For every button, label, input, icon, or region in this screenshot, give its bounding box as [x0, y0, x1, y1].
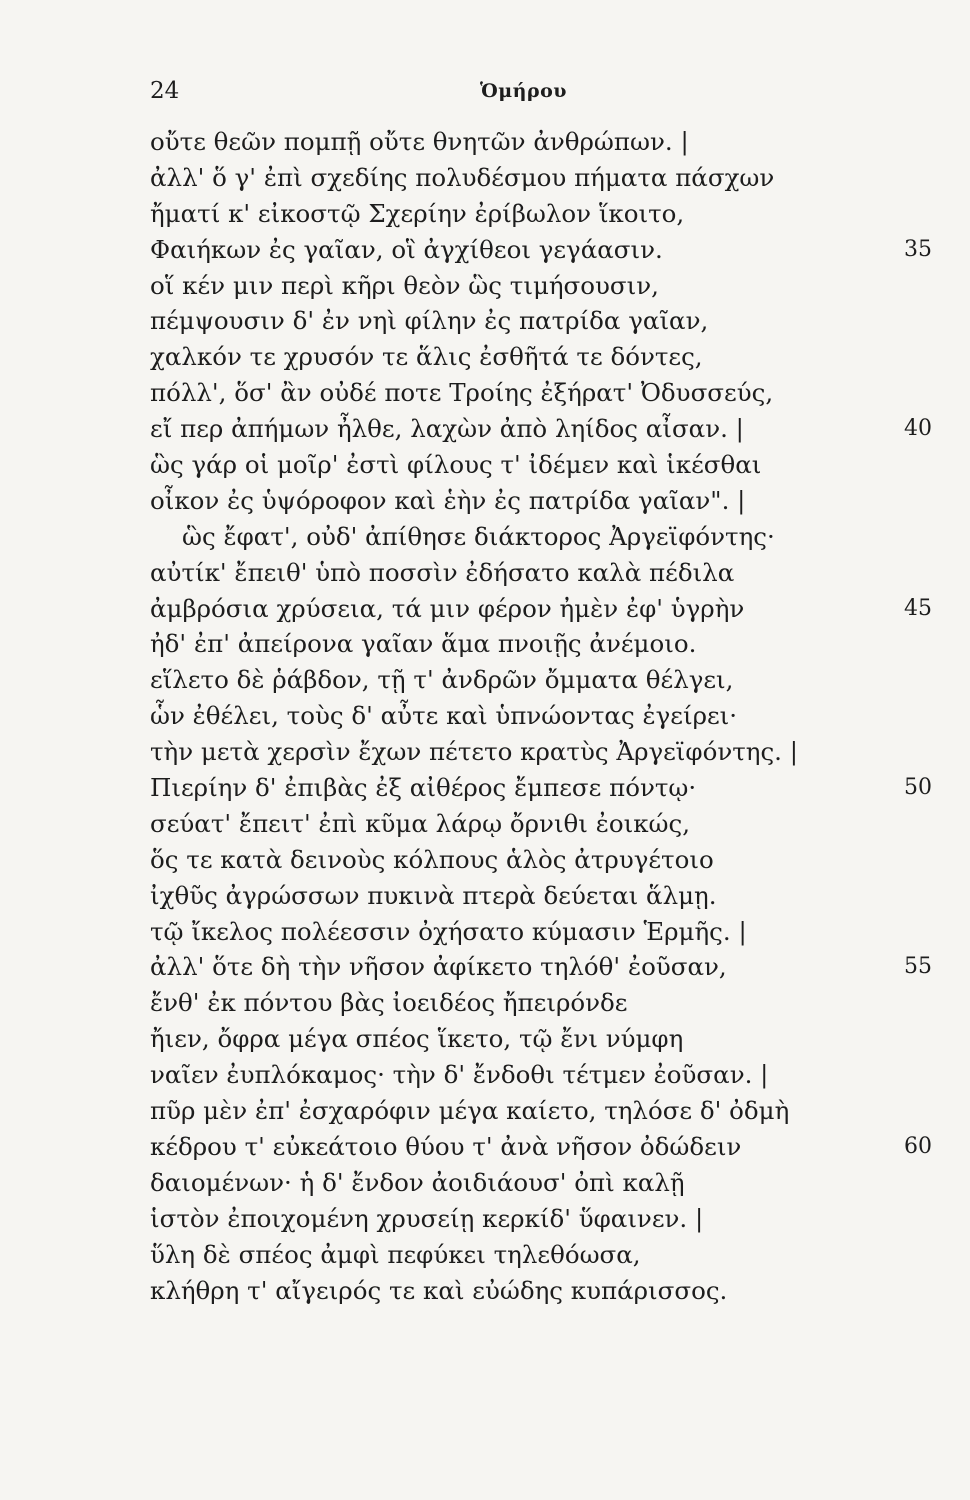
- line-number: 55: [904, 954, 932, 980]
- verse-line: [150, 842, 940, 878]
- verse-line-text: ἰχθῦς ἀγρώσσων πυκινὰ πτερὰ δεύεται ἅλμῃ.: [150, 880, 717, 910]
- verse-line-text: αὐτίκ' ἔπειθ' ὑπὸ ποσσὶν ἐδήσατο καλὰ πέδιλα: [150, 557, 735, 587]
- verse-line: [150, 1165, 940, 1201]
- verse-line: [150, 375, 940, 411]
- verse-line: [150, 914, 940, 950]
- verse-line: [150, 232, 940, 268]
- verse-line-text: εἵλετο δὲ ῥάβδον, τῇ τ' ἀνδρῶν ὄμματα θέλγει,: [150, 665, 734, 695]
- line-number: 60: [904, 1133, 932, 1159]
- verse-line-text: ναῖεν ἐυπλόκαμος· τὴν δ' ἔνδοθι τέτμεν ἐοῦσαν. |: [150, 1060, 769, 1090]
- verse-line: [150, 1201, 940, 1237]
- verse-line-text: οἶκον ἐς ὑψόροφον καὶ ἑὴν ἐς πατρίδα γαῖαν". |: [150, 485, 746, 515]
- verse-line: [150, 339, 940, 375]
- verse-line-text: ἀμβρόσια χρύσεια, τά μιν φέρον ἠμὲν ἐφ' ὑγρὴν: [150, 593, 745, 623]
- verse-line-text: ἀλλ' ὅ γ' ἐπὶ σχεδίης πολυδέσμου πήματα πάσχων: [150, 162, 775, 192]
- verse-line: [150, 626, 940, 662]
- verse-line-text: ὅς τε κατὰ δεινοὺς κόλπους ἁλὸς ἀτρυγέτοιο: [150, 844, 714, 874]
- verse-line-text: εἴ περ ἀπήμων ἦλθε, λαχὼν ἀπὸ ληίδος αἶσαν. |: [150, 414, 744, 444]
- verse-line: [150, 1093, 940, 1129]
- verse-line-text: ἱστὸν ἐποιχομένη χρυσείῃ κερκίδ' ὕφαινεν. |: [150, 1203, 704, 1233]
- verse-line-text: ὧν ἐθέλει, τοὺς δ' αὖτε καὶ ὑπνώοντας ἐγείρει·: [150, 701, 738, 731]
- verse-line-text: δαιομένων· ἡ δ' ἔνδον ἀοιδιάουσ' ὀπὶ καλῇ: [150, 1167, 685, 1197]
- verse-line-text: ἤματί κ' εἰκοστῷ Σχερίην ἐρίβωλον ἵκοιτο,: [150, 198, 685, 228]
- page-header: [150, 78, 910, 118]
- verse-line-text: τῷ ἴκελος πολέεσσιν ὀχήσατο κύμασιν Ἑρμῆς. |: [150, 916, 747, 946]
- verse-line: [150, 411, 940, 447]
- verse-line-text: ἤιεν, ὄφρα μέγα σπέος ἵκετο, τῷ ἔνι νύμφη: [150, 1024, 684, 1054]
- verse-line: [150, 447, 940, 483]
- verse-line-text: πῦρ μὲν ἐπ' ἐσχαρόφιν μέγα καίετο, τηλόσε δ' ὀδμὴ: [150, 1096, 790, 1126]
- running-head: Ὁμήρου: [480, 80, 567, 102]
- verse-line-text: πέμψουσιν δ' ἐν νηὶ φίλην ἐς πατρίδα γαῖαν,: [150, 306, 709, 336]
- verse-line-text: οἵ κέν μιν περὶ κῆρι θεὸν ὣς τιμήσουσιν,: [150, 270, 659, 300]
- verse-line: [150, 591, 940, 627]
- verse-line-text: ἠδ' ἐπ' ἀπείρονα γαῖαν ἅμα πνοιῇς ἀνέμοιο.: [150, 629, 697, 659]
- verse-line: [150, 124, 940, 160]
- verse-line: [150, 555, 940, 591]
- verse-line-text: ἀλλ' ὅτε δὴ τὴν νῆσον ἀφίκετο τηλόθ' ἐοῦσαν,: [150, 952, 727, 982]
- verse-line: [150, 483, 940, 519]
- verse-line-text: κέδρου τ' εὐκεάτοιο θύου τ' ἀνὰ νῆσον ὀδώδειν: [150, 1131, 742, 1161]
- verse-line-text: Φαιήκων ἐς γαῖαν, οἳ ἀγχίθεοι γεγάασιν.: [150, 234, 663, 264]
- page-number: 24: [150, 78, 180, 104]
- verse-line: [150, 806, 940, 842]
- verse-line-text: χαλκόν τε χρυσόν τε ἅλις ἐσθῆτά τε δόντες,: [150, 342, 703, 372]
- verse-line-text: κλήθρη τ' αἴγειρός τε καὶ εὐώδης κυπάρισσος.: [150, 1275, 728, 1305]
- verse-line: [150, 268, 940, 304]
- verse-line: [150, 949, 940, 985]
- verse-line: [150, 662, 940, 698]
- verse-line-text: ὣς γάρ οἱ μοῖρ' ἐστὶ φίλους τ' ἰδέμεν καὶ ἱκέσθαι: [150, 450, 762, 480]
- verse-line: [150, 1273, 940, 1309]
- verse-line-text: ἔνθ' ἐκ πόντου βὰς ἰοειδέος ἤπειρόνδε: [150, 988, 628, 1018]
- verse-line-text: ὣς ἔφατ', οὐδ' ἀπίθησε διάκτορος Ἀργεϊφόντης·: [182, 521, 775, 551]
- verse-line: [150, 878, 940, 914]
- verse-line-text: ὕλη δὲ σπέος ἀμφὶ πεφύκει τηλεθόωσα,: [150, 1239, 641, 1269]
- verse-line: [150, 698, 940, 734]
- verse-line-text: οὔτε θεῶν πομπῇ οὔτε θνητῶν ἀνθρώπων. |: [150, 127, 689, 156]
- line-number: 45: [904, 595, 932, 621]
- verse-line: [150, 196, 940, 232]
- verse-block: [150, 124, 940, 1308]
- verse-line: [150, 1129, 940, 1165]
- verse-line: [150, 985, 940, 1021]
- verse-line: [150, 1021, 940, 1057]
- line-number: 50: [904, 775, 932, 801]
- verse-line-text: πόλλ', ὅσ' ἂν οὐδέ ποτε Τροίης ἐξήρατ' Ὀδυσσεύς,: [150, 378, 774, 408]
- verse-line: [150, 1237, 940, 1273]
- line-number: 40: [904, 416, 932, 442]
- verse-line-text: Πιερίην δ' ἐπιβὰς ἐξ αἰθέρος ἔμπεσε πόντῳ·: [150, 773, 697, 803]
- line-number: 35: [904, 236, 932, 262]
- verse-line: [150, 160, 940, 196]
- verse-line-text: σεύατ' ἔπειτ' ἐπὶ κῦμα λάρῳ ὄρνιθι ἐοικώς,: [150, 808, 691, 838]
- verse-line-text: τὴν μετὰ χερσὶν ἔχων πέτετο κρατὺς Ἀργεϊφόντης. |: [150, 737, 798, 767]
- verse-line: [150, 770, 940, 806]
- verse-line: [150, 303, 940, 339]
- verse-line: [150, 519, 940, 555]
- verse-line: [150, 1057, 940, 1093]
- verse-line: [150, 734, 940, 770]
